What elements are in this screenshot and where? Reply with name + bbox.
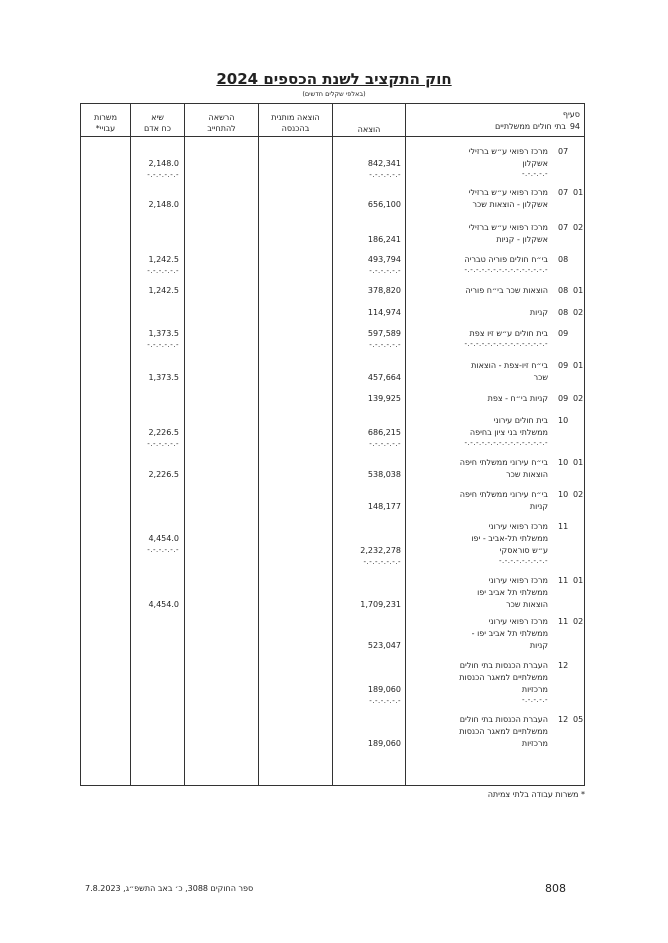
footnote: * משרות עבודה בלתי צמיתה [487, 790, 585, 799]
row-expense: 114,974 [367, 308, 401, 317]
row-name-underline: -.-.-.-.-.-.-.-.-.-.-.-.-.-.- [464, 340, 548, 348]
row-manpower: 2,226.5 [148, 470, 179, 479]
row-expense: 2,232,278 [360, 546, 401, 555]
row-manpower: 1,242.5 [148, 286, 179, 295]
row-code: 09 [558, 329, 569, 338]
row-expense-underline: -.-.-.-.-.- [369, 341, 401, 349]
column-divider [184, 103, 185, 786]
row-name: בי״ח עירוני ממשלתי חיפה קניות [459, 490, 548, 511]
row-manpower: 1,373.5 [148, 373, 179, 382]
row-name: מרכז רפואי ע״ש ברזילי אשקלון - קניות [468, 223, 548, 244]
row-code: 12 [558, 661, 569, 670]
row-name: העברת הכנסות בתי חולים ממשלתיים למאגר הכנסות מרכזיות [459, 715, 548, 748]
row-code: 09 [558, 361, 569, 370]
row-name: קניות [529, 308, 548, 317]
row-name-underline: -.-.-.-.-.-.-.-.- [498, 557, 548, 565]
row-subcode: 01 [573, 458, 584, 467]
row-code: 09 [558, 394, 569, 403]
row-code: 07 [558, 147, 569, 156]
row-name: בית חולים ע״ש זיו צפת [469, 329, 548, 338]
row-expense-underline: -.-.-.-.-.- [369, 171, 401, 179]
row-code: 11 [558, 522, 569, 531]
row-subcode: 02 [573, 490, 584, 499]
row-subcode: 02 [573, 617, 584, 626]
row-code: 11 [558, 576, 569, 585]
row-subcode: 01 [573, 188, 584, 197]
row-manpower: 2,226.5 [148, 428, 179, 437]
header-section-number: 94 [569, 122, 580, 131]
row-code: 08 [558, 308, 569, 317]
row-manpower: 1,242.5 [148, 255, 179, 264]
row-expense-underline: -.-.-.-.-.- [369, 440, 401, 448]
page-subtitle: (באלפי שקלים חדשים) [302, 90, 366, 98]
row-name-underline: -.-.-.-.- [521, 170, 548, 178]
row-code: 08 [558, 286, 569, 295]
row-manpower: 2,148.0 [148, 200, 179, 209]
column-divider [405, 103, 406, 786]
header-temp-positions: משרות עבויי* [93, 113, 118, 133]
row-manpower: 2,148.0 [148, 159, 179, 168]
row-expense: 378,820 [367, 286, 401, 295]
page-number: 808 [545, 882, 566, 895]
page-title: חוק התקציב לשנת הכספים 2024 [216, 70, 452, 88]
row-subcode: 01 [573, 576, 584, 585]
row-expense: 597,589 [367, 329, 401, 338]
row-name-underline: -.-.-.-.-.-.-.-.-.-.-.-.-.-.- [464, 439, 548, 447]
row-name: מרכז רפואי ע״ש ברזילי אשקלון - הוצאות שכר [468, 188, 548, 209]
header-commitment: הרשאה להתחייב [207, 113, 236, 133]
row-subcode: 02 [573, 394, 584, 403]
column-divider [258, 103, 259, 786]
row-expense: 186,241 [367, 235, 401, 244]
row-expense: 523,047 [367, 641, 401, 650]
row-code: 11 [558, 617, 569, 626]
row-manpower-underline: -.-.-.-.-.- [147, 171, 179, 179]
row-expense: 493,794 [367, 255, 401, 264]
row-code: 10 [558, 490, 569, 499]
row-name: קניות בי״ח - צפת [487, 394, 548, 403]
row-expense: 538,038 [367, 470, 401, 479]
header-section: סעיף [562, 110, 580, 119]
row-subcode: 01 [573, 286, 584, 295]
row-expense: 189,060 [367, 685, 401, 694]
row-expense: 1,709,231 [360, 600, 401, 609]
row-manpower-underline: -.-.-.-.-.- [147, 546, 179, 554]
row-expense: 656,100 [367, 200, 401, 209]
row-manpower-underline: -.-.-.-.-.- [147, 440, 179, 448]
row-code: 10 [558, 416, 569, 425]
row-subcode: 01 [573, 361, 584, 370]
row-name-underline: -.-.-.-.- [521, 696, 548, 704]
row-name: בי״ח עירוני ממשלתי חיפה הוצאות שכר [459, 458, 548, 479]
row-code: 08 [558, 255, 569, 264]
header-conditional-expense: הוצאה מותנית בהכנסה [271, 113, 320, 133]
row-expense: 686,215 [367, 428, 401, 437]
row-expense-underline: -.-.-.-.-.-.- [363, 558, 401, 566]
row-manpower: 4,454.0 [148, 534, 179, 543]
row-expense: 139,925 [367, 394, 401, 403]
row-name: בית חולים עירוני ממשלתי בני ציון בחיפה [469, 416, 548, 437]
row-name: בי״ח זיו-צפת - הוצאות שכר [471, 361, 548, 382]
header-section-name: בתי חולים ממשלתיים [494, 122, 566, 131]
row-manpower-underline: -.-.-.-.-.- [147, 341, 179, 349]
row-name: מרכז רפואי ע״ש ברזילי אשקלון [468, 147, 548, 168]
row-expense: 842,341 [367, 159, 401, 168]
row-name: מרכז רפואי עירוני ממשלתי תל-אביב - יפו ע״ש סוראסקי [471, 522, 548, 555]
row-subcode: 02 [573, 223, 584, 232]
row-name: העברת הכנסות בתי חולים ממשלתיים למאגר הכנסות מרכזיות [459, 661, 548, 694]
publication-footer: ספר החוקים 3088, כ׳ באב התשפ״ג, 7.8.2023 [85, 884, 254, 893]
row-code: 07 [558, 223, 569, 232]
row-expense: 148,177 [367, 502, 401, 511]
row-subcode: 05 [573, 715, 584, 724]
row-expense: 189,060 [367, 739, 401, 748]
row-expense: 457,664 [367, 373, 401, 382]
header-expense: הוצאה [357, 125, 381, 134]
header-manpower: שיא כח אדם [143, 113, 172, 133]
row-code: 07 [558, 188, 569, 197]
row-subcode: 02 [573, 308, 584, 317]
row-name: בי״ח חולים פוריה טבריה [464, 255, 548, 264]
row-manpower-underline: -.-.-.-.-.- [147, 267, 179, 275]
row-name: הוצאות שכר בי״ח פוריה [465, 286, 548, 295]
row-name-underline: -.-.-.-.-.-.-.-.-.-.-.-.-.-.- [464, 266, 548, 274]
row-code: 10 [558, 458, 569, 467]
row-name: מרכז רפואי עירוני ממשלתי תל אביב יפו הוצאות שכר [477, 576, 548, 609]
row-expense-underline: -.-.-.-.-.- [369, 267, 401, 275]
row-expense-underline: -.-.-.-.-.- [369, 697, 401, 705]
row-manpower: 1,373.5 [148, 329, 179, 338]
row-manpower: 4,454.0 [148, 600, 179, 609]
row-code: 12 [558, 715, 569, 724]
row-name: מרכז רפואי עירוני ממשלתי תל אביב יפו - קניות [471, 617, 548, 650]
